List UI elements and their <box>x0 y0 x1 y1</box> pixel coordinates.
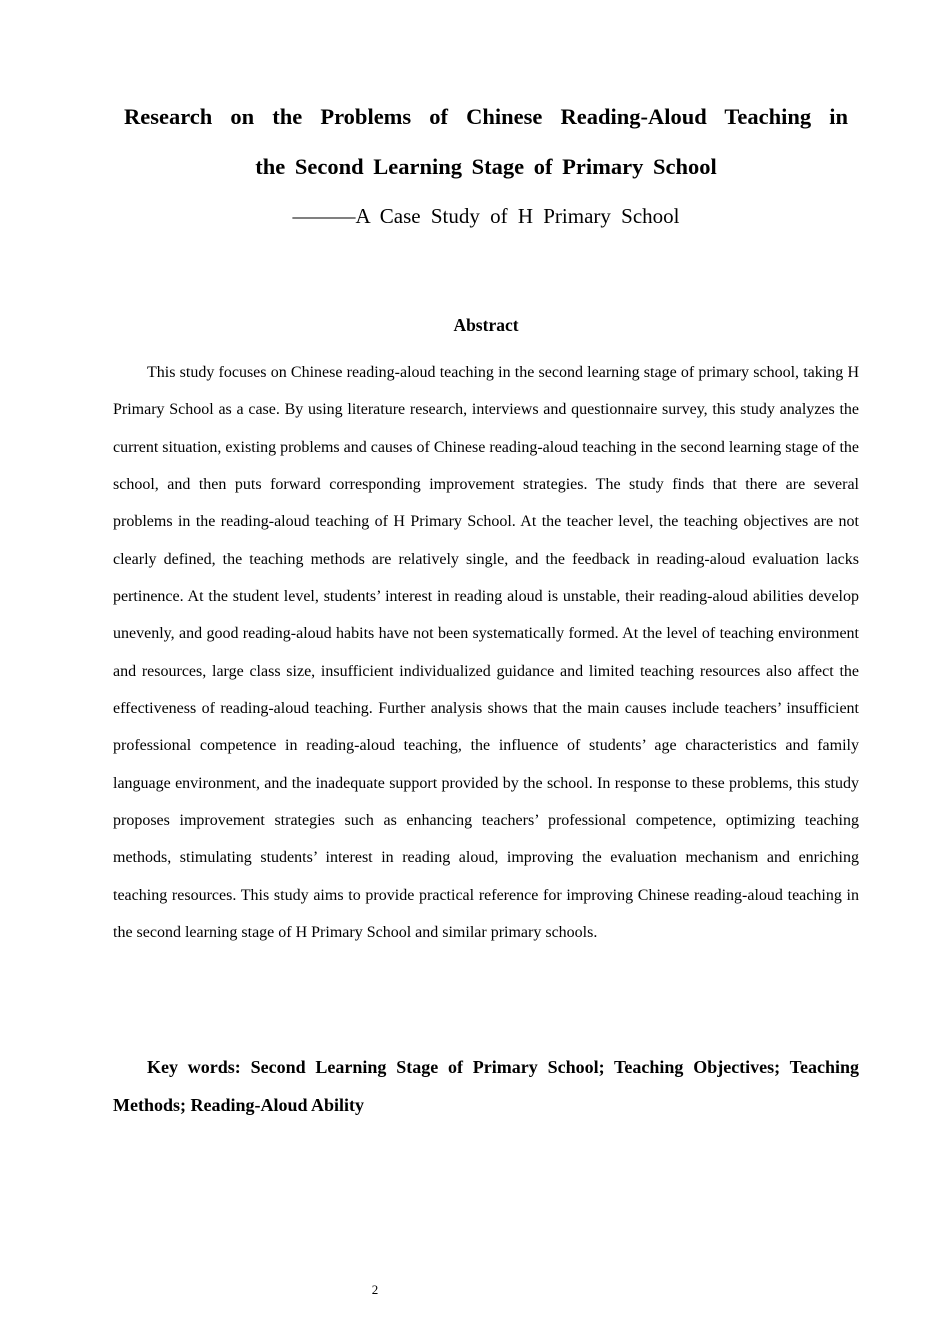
page-number: 2 <box>371 1282 379 1297</box>
title-line-1: Research on the Problems of Chinese Reading-Aloud Teaching in <box>124 104 848 129</box>
keywords: Key words: Second Learning Stage of Primary School; Teaching Objectives; Teaching Methods; Reading-Aloud Ability <box>113 1057 859 1115</box>
abstract-heading: Abstract <box>453 315 519 335</box>
abstract-body: This study focuses on Chinese reading-aloud teaching in the second learning stage of primary school, taking H Primary School as a case. By using literature research, interviews and questionnaire survey, this study analyzes the current situation, existing problems and causes of Chinese reading-aloud teaching in the second learning stage of the school, and then puts forward corresponding improvement strategies. The study finds that there are several problems in the reading-aloud teaching of H Primary School. At the teacher level, the teaching objectives are not clearly defined, the teaching methods are relatively single, and the feedback in reading-aloud evaluation lacks pertinence. At the student level, students’ interest in reading aloud is unstable, their reading-aloud abilities develop unevenly, and good reading-aloud habits have not been systematically formed. At the level of teaching environment and resources, large class size, insufficient individualized guidance and limited teaching resources also affect the effectiveness of reading-aloud teaching. Further analysis shows that the main causes include teachers’ insufficient professional competence in reading-aloud teaching, the influence of students’ age characteristics and family language environment, and the inadequate support provided by the school. In response to these problems, this study proposes improvement strategies such as enhancing teachers’ professional competence, optimizing teaching methods, stimulating students’ interest in reading aloud, improving the evaluation mechanism and enriching teaching resources. This study aims to provide practical reference for improving Chinese reading-aloud teaching in the second learning stage of H Primary School and similar primary schools. <box>113 364 859 942</box>
title-line-2: the Second Learning Stage of Primary School <box>255 154 717 179</box>
subtitle: ———A Case Study of H Primary School <box>292 204 680 228</box>
